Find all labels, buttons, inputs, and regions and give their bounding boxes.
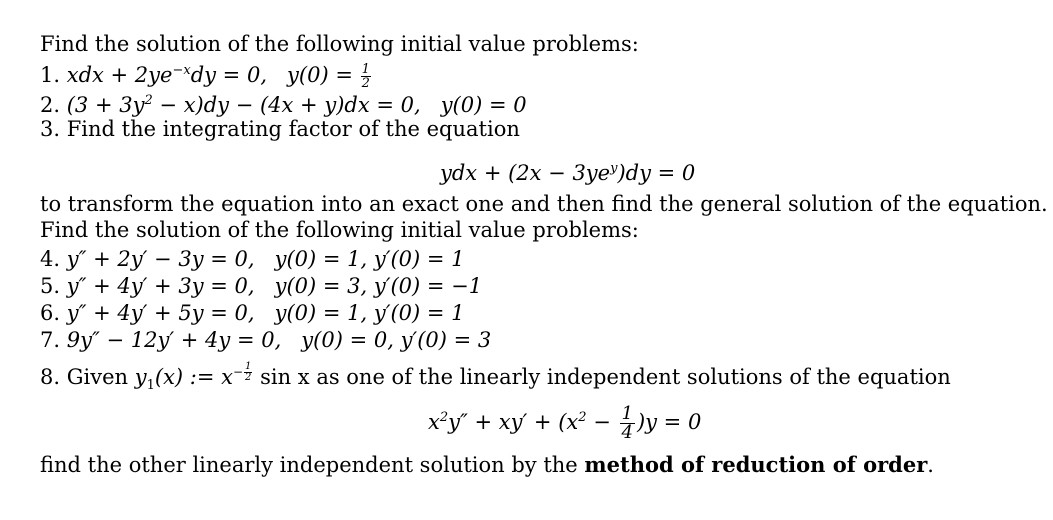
problem-5	[40, 273, 482, 299]
problem-7-initial-condition: y(0) = 0, y′(0) = 3	[301, 328, 492, 352]
problem-6-equation: y″ + 4y′ + 5y = 0,	[66, 301, 255, 325]
problem-7-equation: 9y″ − 12y′ + 4y = 0,	[66, 328, 282, 352]
problem-3-text: 3. Find the integrating factor of the equation	[40, 117, 520, 141]
problem-7	[40, 327, 491, 353]
problem-8-rest: as one of the linearly independent solutions of the equation	[316, 365, 951, 389]
fraction-exponent-one-half: $\frac{1}{2}$	[245, 361, 252, 383]
problem-8-equation: $x^2y'' + xy' + (x^2$ − $\frac{1}{4}$ )y = 0	[428, 403, 702, 443]
problem-2-equation: $(3 + 3y^2 - x)dy - (4x + y)dx = 0$,	[66, 93, 421, 117]
problem-4-initial-condition: y(0) = 1, y′(0) = 1	[274, 247, 465, 271]
problem-2-initial-condition: y(0) = 0	[440, 93, 527, 117]
problem-4	[40, 246, 465, 272]
fraction-one-quarter: $\frac{1}{4}$	[621, 403, 633, 443]
problem-2	[40, 88, 527, 118]
problem-8	[40, 359, 951, 399]
problem-8-lead: 8. Given	[40, 365, 129, 389]
intro-text-1: Find the solution of the following initial value problems:	[40, 32, 639, 56]
problem-5-number: 5.	[40, 274, 61, 298]
transform-text: to transform the equation into an exact one and then find the general solution of the equation.	[40, 192, 1048, 216]
problem-1-equation: xdx + $2ye^{-x}dy = 0$,	[66, 63, 267, 87]
problem-4-number: 4.	[40, 247, 61, 271]
fraction-one-half: $\frac{1}{2}$	[361, 62, 370, 91]
problem-2-number: 2.	[40, 93, 61, 117]
problem-1-number: 1.	[40, 63, 61, 87]
problem-5-initial-condition: y(0) = 3, y′(0) = −1	[274, 274, 483, 298]
problem-3-equation: ydx + $(2x - 3ye^y)dy = 0$	[440, 161, 696, 185]
problem-1-initial-condition: y(0) = $\frac{1}{2}$	[287, 62, 370, 91]
problem-6	[40, 300, 465, 326]
problem-5-equation: y″ + 4y′ + 3y = 0,	[66, 274, 255, 298]
problem-6-number: 6.	[40, 301, 61, 325]
problem-7-number: 7.	[40, 328, 61, 352]
final-instruction: find the other linearly independent solution by the method of reduction of order.	[40, 452, 934, 477]
problem-8-definition: $y_1(x)$ := $x^{- \frac{1}{2}}$ sin x	[134, 361, 310, 394]
intro-text-2: Find the solution of the following initial value problems:	[40, 218, 639, 242]
method-name-bold: method of reduction of order	[584, 452, 928, 477]
problem-4-equation: y″ + 2y′ − 3y = 0,	[66, 247, 255, 271]
problem-1	[40, 58, 372, 90]
problem-6-initial-condition: y(0) = 1, y′(0) = 1	[274, 301, 465, 325]
